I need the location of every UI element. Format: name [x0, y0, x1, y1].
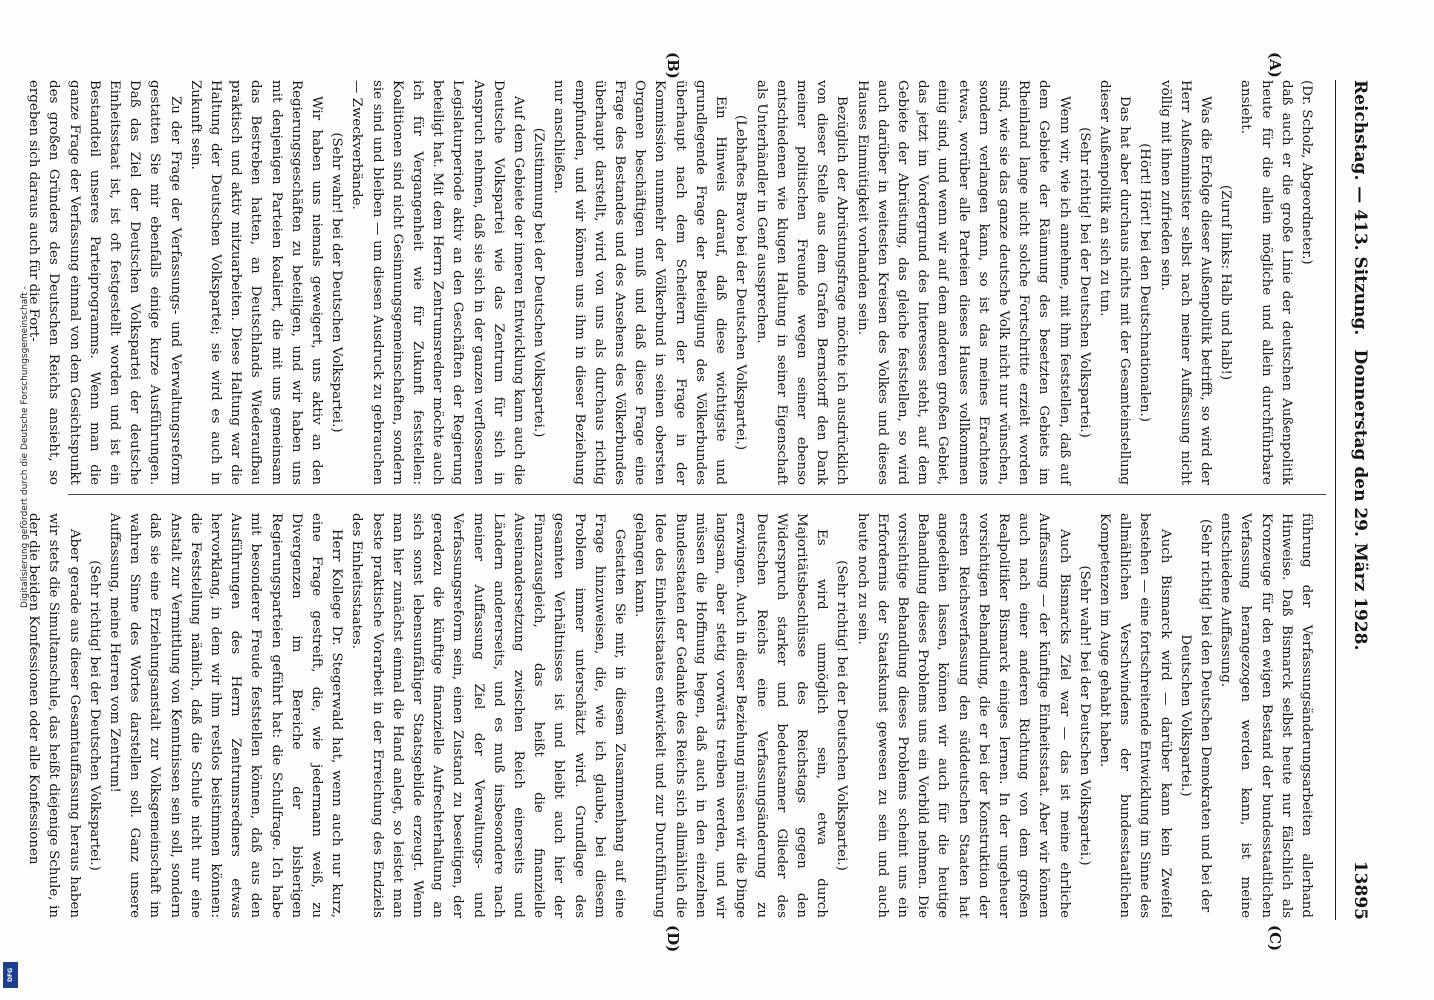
interjection-line: (Sehr richtig! bei der Deutschen Volkspartei.) [1076, 127, 1092, 438]
margin-mark-c: (C) [1266, 925, 1284, 952]
interjection-line: (Sehr richtig! bei der Deutschen Volkspartei.) [834, 560, 850, 871]
text-paragraph: daß auch er die große Linie der deutschen Außenpolitik heute für die allein mögliche und allein durchführbare ansieht. [1238, 80, 1294, 485]
digitization-footer [0, 0, 30, 1000]
margin-mark-a: (A) [1266, 52, 1284, 78]
header-left: Reichstag. — 413. Sitzung. [1350, 80, 1370, 336]
text-paragraph: Zu der Frage der Verfassungs- und Verwaltungsreform gestatten Sie mir ebenfalls einige kurze Ausführungen. Daß das Ziel der Deutschen Volkspartei der deutsche Einheitsstaat ist, ist oft festgestellt worden und ist ein Bestandteil unseres Parteiprogramms. Wenn man die ganze Frage der Verfassung einmal von dem Gesichtspunkt des großen Gründers des Deutschen Reichs ansieht, so ergeben sich daraus auch für die Fort- [26, 80, 183, 486]
interjection-line: (Sehr wahr! bei der Deutschen Volkspartei.) [329, 132, 345, 433]
header-rule [1335, 80, 1336, 920]
interjection-line: (Zustimmung bei der Deutschen Volkspartei.) [531, 127, 547, 438]
margin-mark-d: (D) [664, 925, 682, 953]
text-paragraph: Es wird unmöglich sein, etwa durch Majoritätsbeschlüsse des Reichstags gegen den Widerspruch starker und bedeutsamer Glieder des Deutschen Reichs eine Verfassungsänderung zu erzwingen. Auch in dieser Beziehung müssen wir die Dinge langsam, aber stetig vorwärts treiben werden, und wir müssen die Hoffnung hegen, daß auch in den einzelnen Bundesstaaten der Gedanke des Reichs sich allmählich die Idee des Einheitsstaates entwickelt und zur Durchführung gelangen kann. [632, 513, 830, 918]
interjection-line: (Sehr richtig! bei den Deutschen Demokraten und bei der Deutschen Volkspartei.) [1177, 518, 1213, 913]
text-paragraph: Auch Bismarcks Ziel war — das ist meine ehrliche Auffassung — der künftige Einheitsstaat. Aber wir können auch nach einer anderen Richtung von dem großen Realpolitiker Bismarck einiges lernen. In der ungeheuer vorsichtigen Behandlung, die er bei der Konstruktion der ersten Reichsverfassung den süddeutschen Staaten hat angedeihen lassen, können wir auch für die heutige Behandlung dieses Problems uns ein Vorbild nehmen. Die vorsichtige Behandlung dieses Problems scheint uns ein Erfordernis der Staatskunst gewesen zu sein und auch heute noch zu sein. [854, 513, 1072, 918]
right-text-column [23, 513, 1316, 918]
interjection-line: (Lebhaftes Bravo bei der Deutschen Volkspartei.) [733, 114, 749, 451]
text-paragraph: Ein Hinweis darauf, daß diese wichtigste und grundlegende Frage der Beteiligung des Völkerbundes überhaupt nach dem Scheitern der Frage in der Kommission nunmehr der Völkerbund in seinen obersten Organen beschäftigen muß und daß diese Frage eine Frage des Bestandes und des Ansehens des Völkerbundes überhaupt darstellt, wird von uns als durchaus richtig empfunden, und wir können uns ihm in dieser Beziehung nur anschließen. [551, 80, 729, 485]
footer-credit: Digitalisierung gefördert durch die Deutsche Forschungsgemeinschaft - [20, 286, 30, 608]
text-paragraph: Auf dem Gebiete der inneren Entwicklung kann auch die Deutsche Volkspartei wie das Zentrum für sich in Anspruch nehmen, daß sie sich in der ganzen verflossenen Legislaturperiode aktiv an den Geschäften der Regierung beteiligt hat. Mit dem Herrn Zentrumsredner möchte auch ich für Vergangenheit wie für Zukunft feststellen: Koalitionen sind nicht Gesinnungsgemeinschaften, sondern sie sind und bleiben — um diesen Ausdruck zu gebrauchen — Zweckverbände. [349, 80, 527, 485]
column-divider [68, 494, 1326, 495]
left-text-column [23, 80, 1316, 485]
page-number: 13895 [1350, 860, 1370, 920]
text-paragraph: (Dr. Scholz, Abgeordneter.) [1299, 80, 1314, 265]
interjection-line: (Zuruf links: Halb und halb!) [1218, 184, 1234, 381]
text-paragraph: Bezüglich der Abrüstungsfrage möchte ich ausdrücklich von dieser Stelle aus dem Grafen Bernstorff den Dank meiner politischen Freunde wegen seiner ebenso entschiedenen wie klugen Haltung in seiner Eigenschaft als Unterhändler in Genf aussprechen. [753, 80, 850, 485]
interjection-line: (Sehr wahr! bei der Deutschen Volkspartei.) [1076, 565, 1092, 866]
text-paragraph: Wir haben uns niemals geweigert, uns aktiv an den Regierungsgeschäften zu beteiligen, und wir haben uns mit denjenigen Parteien koaliert, die mit uns gemeinsam das Bestreben hatten, an Deutschlands Wiederaufbau praktisch und aktiv mitzuarbeiten. Diese Haltung war die Haltung der Deutschen Volkspartei; sie wird es auch in Zukunft sein. [187, 80, 325, 485]
dfg-logo-icon: DFG [3, 962, 18, 988]
text-paragraph: Wenn wir, wie ich annehme, mit ihm feststellen, daß auf dem Gebiete der Räumung des besetzten Gebiets im Rheinland lange nicht solche Fortschritte erzielt worden sind, wie sie das ganze deutsche Volk nicht nur wünschen, sondern verlangen kann, so ist das meines Erachtens etwas, worüber alle Parteien dieses Hauses vollkommen einig sind, und wenn wir auf dem anderen großen Gebiet, das jetzt im Vordergrund des Interesses steht, auf dem Gebiete der Abrüstung, das gleiche feststellen, so wird auch darüber in weitesten Kreisen des Volkes und dieses Hauses Einmütigkeit vorhanden sein. [854, 80, 1072, 485]
header-date: Donnerstag den 29. März 1928. [1350, 349, 1370, 651]
text-paragraph: Auch Bismarck wird — darüber kann kein Zweifel bestehen — eine fortschreitende Entwicklung im Sinne des allmählichen Verschwindens der bundesstaatlichen Kompetenzen im Auge gehabt haben. [1096, 513, 1173, 918]
interjection-line: (Sehr richtig! bei der Deutschen Volkspartei.) [86, 560, 102, 871]
text-paragraph: Gestatten Sie mir, in diesem Zusammenhang auf eine Frage hinzuweisen, die, wie ich glaube, bei diesem Problem immer unterschätzt wird. Grundlage des gesamten Verhältnisses ist und bleibt auch hier der Finanzausgleich, das heißt die finanzielle Auseinandersetzung zwischen Reich einerseits und Ländern andererseits, und es muß insbesondere nach meiner Auffassung Ziel der Verwaltungs- und Verfassungsreform sein, einen Zustand zu beseitigen, der geradezu die künftige finanzielle Aufrechterhaltung an sich sonst lebensunfähiger Staatsgebilde erzeugt. Wenn man hier zunächst einmal die Hand anlegt, so leistet man beste praktische Vorarbeit in der Erreichung des Endziels des Einheitsstaates. [349, 513, 628, 918]
interjection-line: (Hört! Hört! bei den Deutschnationalen.) [1137, 143, 1153, 422]
text-paragraph: Herr Kollege Dr. Stegerwald hat, wenn auch nur kurz, eine Frage gestreift, die, wie jedermann weiß, zu Divergenzen im Bereiche der bisherigen Regierungsparteien geführt hat: die Schulfrage. Ich habe mit besonderer Freude feststellen können, daß aus den Ausführungen des Herrn Zentrumsredners etwas hervorklang, in dem wir ihm restlos beistimmen können: die Feststellung nämlich, daß die Schule nicht nur eine Anstalt zur Vermittlung von Kenntnissen sein soll, sondern daß sie eine Erziehungsanstalt zur Volksgemeinschaft im wahren Sinne des Wortes darstellen soll. Ganz unsere Auffassung, meine Herren vom Zentrum! [107, 513, 345, 918]
text-paragraph: Was die Erfolge dieser Außenpolitik betrifft, so wird der Herr Außenminister selbst nach meiner Auffassung nicht völlig mit ihnen zufrieden sein. [1157, 80, 1213, 485]
margin-mark-b: (B) [664, 52, 682, 79]
text-paragraph: Aber gerade aus dieser Gesamtauffassung heraus haben wir stets die Simultanschule, das heißt diejenige Schule, in der die beiden Konfessionen oder alle Konfessionen [26, 513, 82, 918]
text-paragraph: Das hat aber durchaus nichts mit der Gesamteinstellung dieser Außenpolitik an sich zu tun. [1096, 80, 1133, 485]
text-paragraph: führung der Verfassungsänderungsarbeiten allerhand Hinweise. Daß Bismarck selbst heute nur fälschlich als Kronzeuge für den ewigen Bestand der bundesstaatlichen Verfassung herangezogen werden kann, ist meine entschiedene Auffassung. [1218, 513, 1314, 918]
running-header [1338, 80, 1378, 920]
